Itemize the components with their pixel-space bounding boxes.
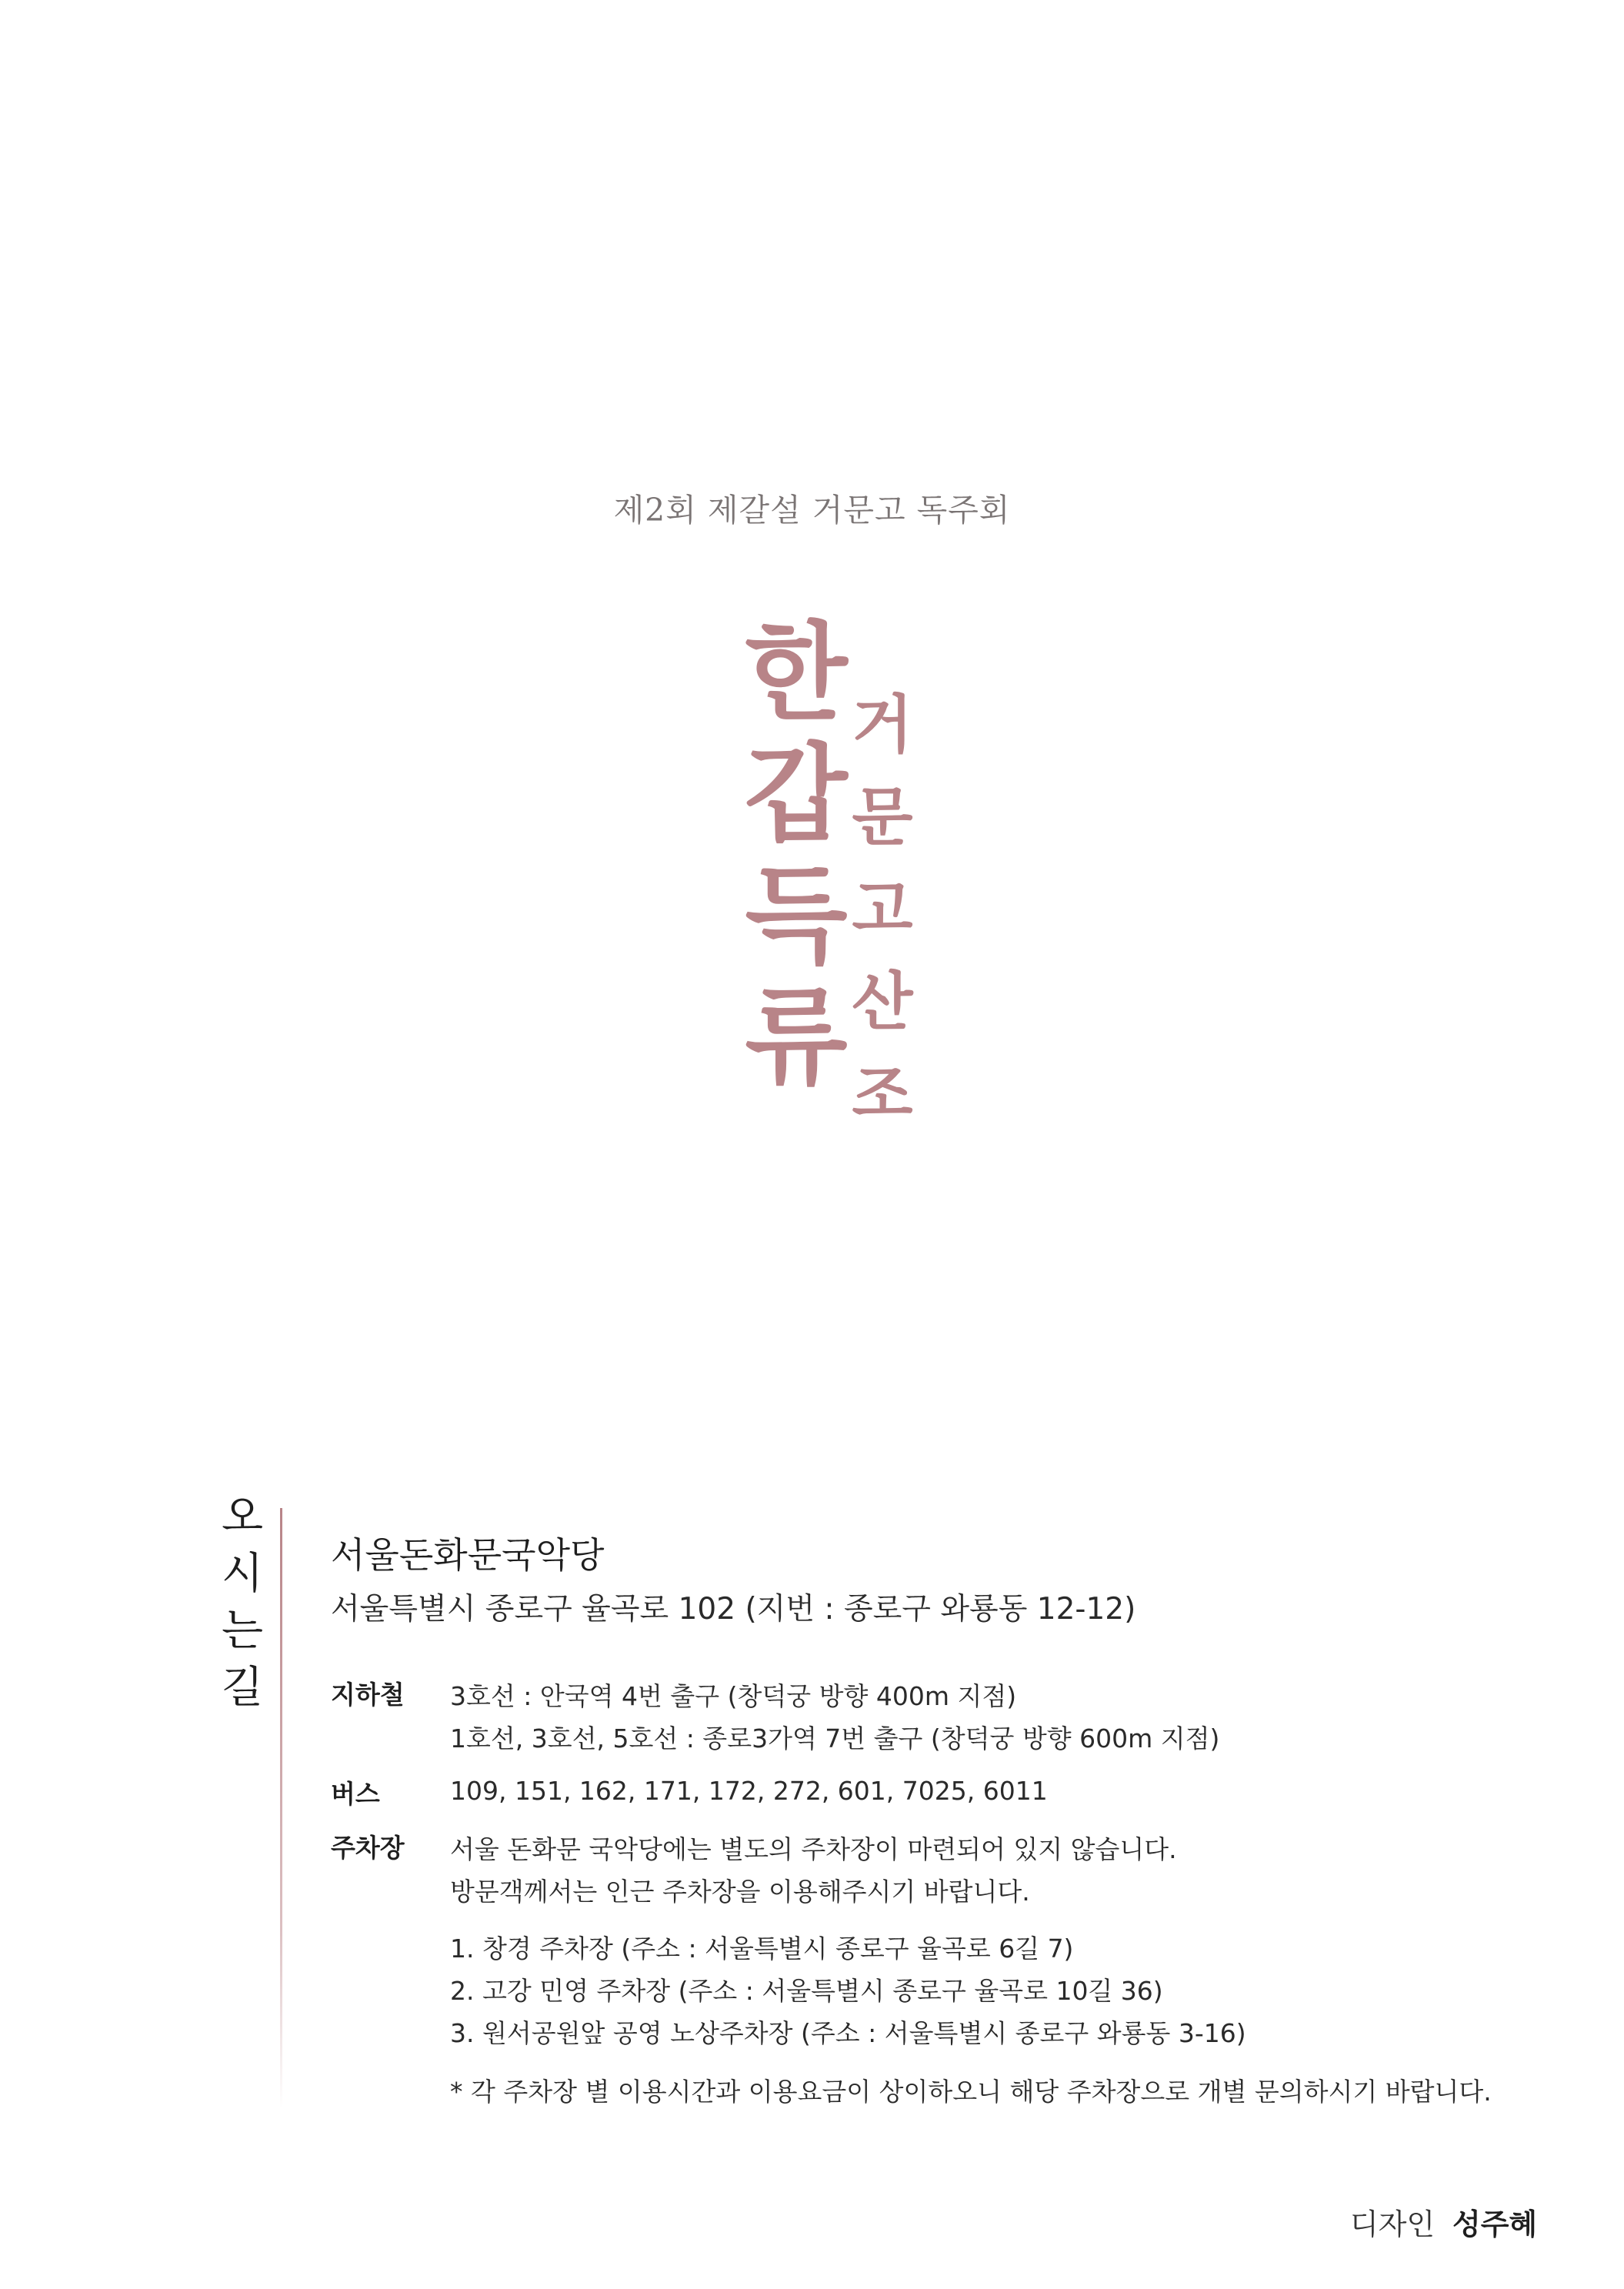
section-divider: [280, 1508, 282, 2108]
main-title-char: 갑: [745, 731, 848, 856]
bus-routes: 109, 151, 162, 171, 172, 272, 601, 7025, 6011: [450, 1776, 1048, 1806]
design-credit-name: 성주혜: [1452, 2207, 1538, 2241]
subway-line: 1호선, 3호선, 5호선 : 종로3가역 7번 출구 (창덕궁 방향 600m 지점): [450, 1723, 1220, 1753]
parking-option: 2. 고강 민영 주차장 (주소 : 서울특별시 종로구 율곡로 10길 36): [450, 1976, 1163, 2006]
directions-heading-char: 시: [221, 1549, 264, 1599]
directions-heading-char: 는: [221, 1606, 264, 1656]
design-credit-label: 디자인: [1350, 2207, 1436, 2241]
directions-heading-char: 오: [221, 1492, 264, 1542]
directions-heading: [215, 1489, 269, 1717]
parking-option: 1. 창경 주차장 (주소 : 서울특별시 종로구 율곡로 6길 7): [450, 1934, 1074, 1964]
directions-heading-char: 길: [221, 1663, 264, 1713]
concert-subtitle: 제2회 제갈설 거문고 독주회: [613, 492, 1011, 529]
venue-name: 서울돈화문국악당: [331, 1534, 605, 1576]
subway-line: 3호선 : 안국역 4번 출구 (창덕궁 방향 400m 지점): [450, 1681, 1017, 1711]
sub-title-char: 조: [852, 1057, 913, 1131]
parking-label: 주차장: [331, 1833, 405, 1863]
main-title-char: 득: [745, 853, 848, 978]
venue-address: 서울특별시 종로구 율곡로 102 (지번 : 종로구 와룡동 12-12): [331, 1592, 1136, 1627]
parking-note: * 각 주차장 별 이용시간과 이용요금이 상이하오니 해당 주차장으로 개별 문의하시기 바랍니다.: [450, 2077, 1492, 2107]
bus-label: 버스: [331, 1779, 380, 1809]
sub-title: [848, 679, 917, 1140]
parking-info-line: 방문객께서는 인근 주차장을 이용해주시기 바랍니다.: [450, 1877, 1030, 1907]
sub-title-char: 문: [852, 780, 913, 854]
sub-title-char: 고: [852, 873, 913, 946]
sub-title-char: 거: [852, 688, 913, 762]
main-title-char: 류: [745, 974, 848, 1099]
parking-option: 3. 원서공원앞 공영 노상주차장 (주소 : 서울특별시 종로구 와룡동 3-16): [450, 2018, 1246, 2048]
subway-label: 지하철: [331, 1680, 405, 1710]
main-title: [739, 609, 854, 1099]
main-title-char: 한: [745, 609, 848, 735]
sub-title-char: 산: [852, 965, 913, 1039]
parking-info-line: 서울 돈화문 국악당에는 별도의 주차장이 마련되어 있지 않습니다.: [450, 1834, 1177, 1864]
